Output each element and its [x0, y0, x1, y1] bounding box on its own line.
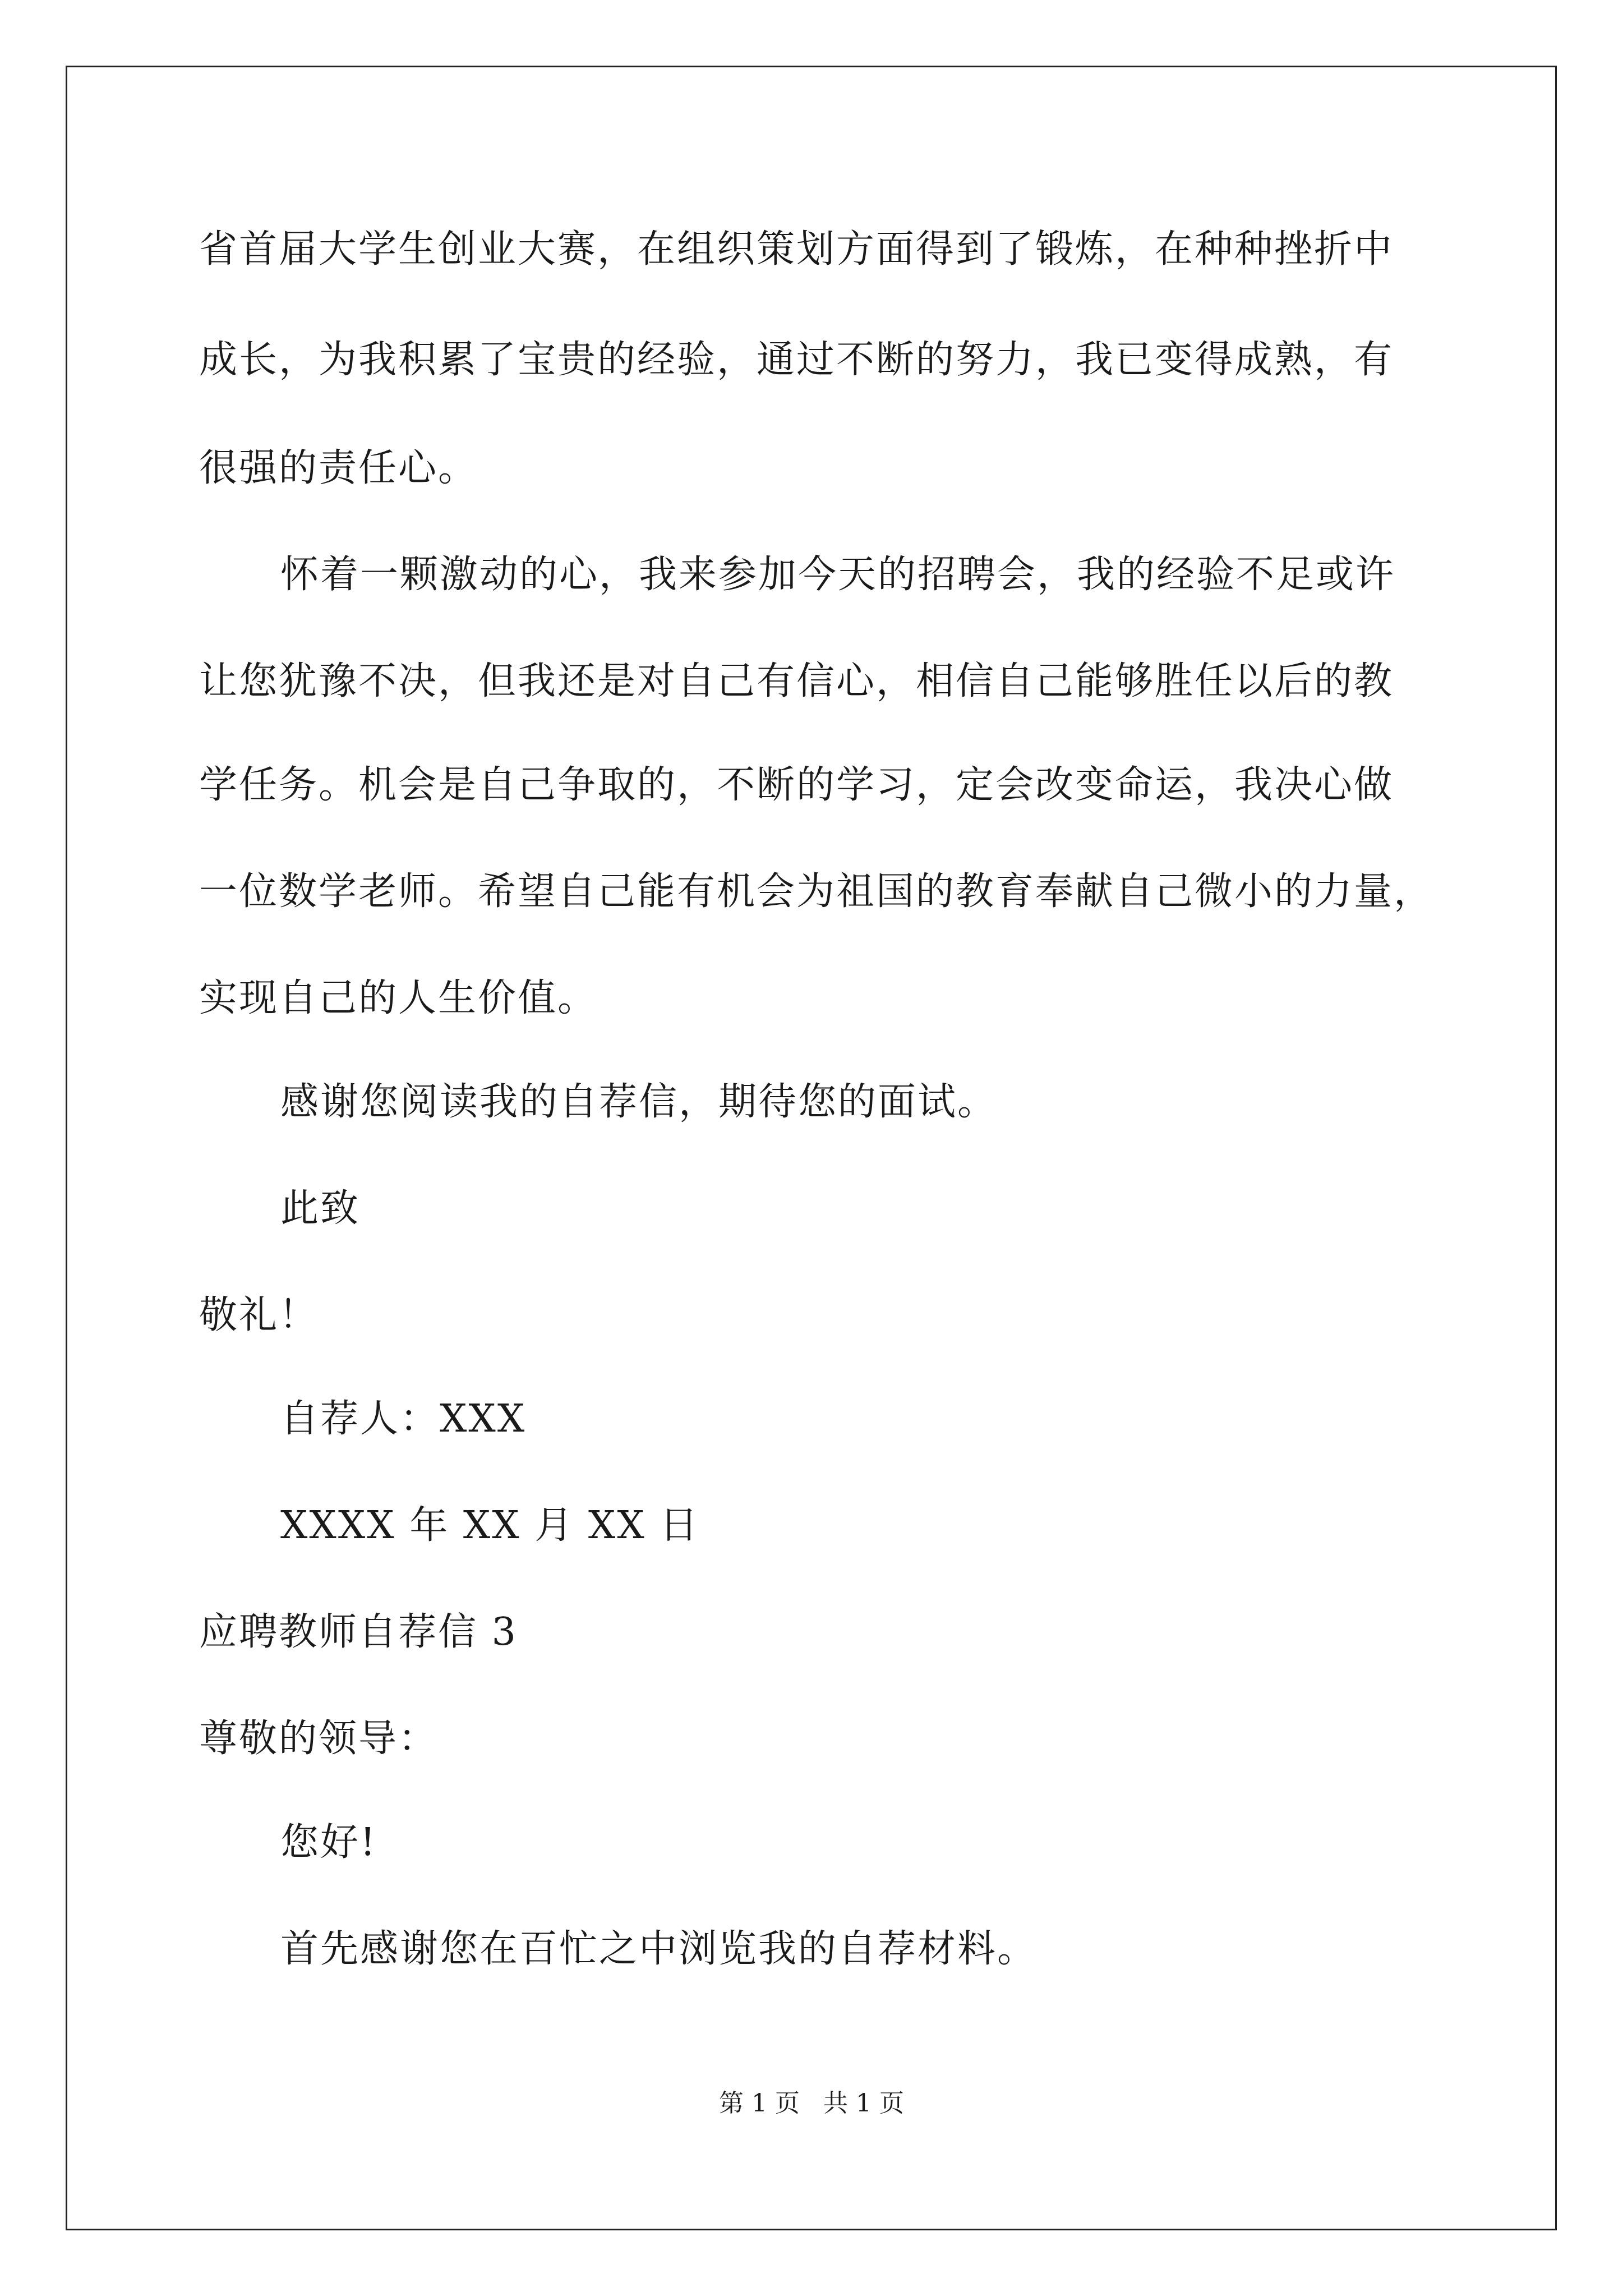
- salutation-closing: 此致: [280, 1186, 361, 1231]
- section-title: 应聘教师自荐信 3: [199, 1610, 518, 1654]
- thanks-line: 感谢您阅读我的自荐信，期待您的面试。: [280, 1080, 998, 1124]
- body-line: 省首届大学生创业大赛，在组织策划方面得到了锻炼，在种种挫折中: [199, 227, 1394, 272]
- page-border: [66, 66, 1557, 2230]
- greeting-line: 尊敬的领导：: [199, 1717, 439, 1761]
- body-line: 学任务。机会是自己争取的，不断的学习，定会改变命运，我决心做: [199, 763, 1394, 807]
- body-line: 让您犹豫不决，但我还是对自己有信心，相信自己能够胜任以后的教: [199, 659, 1394, 703]
- body-line: 怀着一颗激动的心，我来参加今天的招聘会，我的经验不足或许: [280, 553, 1396, 597]
- body-line: 实现自己的人生价值。: [199, 976, 598, 1020]
- signer-line: 自荐人：XXX: [280, 1397, 527, 1441]
- page-footer: 第 1 页 共 1 页: [719, 2089, 904, 2118]
- hello-line: 您好!: [280, 1820, 377, 1865]
- regards-line: 敬礼！: [199, 1293, 319, 1337]
- body-line: 成长，为我积累了宝贵的经验，通过不断的努力，我已变得成熟，有: [199, 338, 1394, 382]
- body-line: 首先感谢您在百忙之中浏览我的自荐材料。: [280, 1927, 1038, 1971]
- date-line: XXXX 年 XX 月 XX 日: [280, 1503, 700, 1548]
- body-line: 很强的责任心。: [199, 446, 478, 490]
- body-line: 一位数学老师。希望自己能有机会为祖国的教育奉献自己微小的力量，: [199, 869, 1434, 914]
